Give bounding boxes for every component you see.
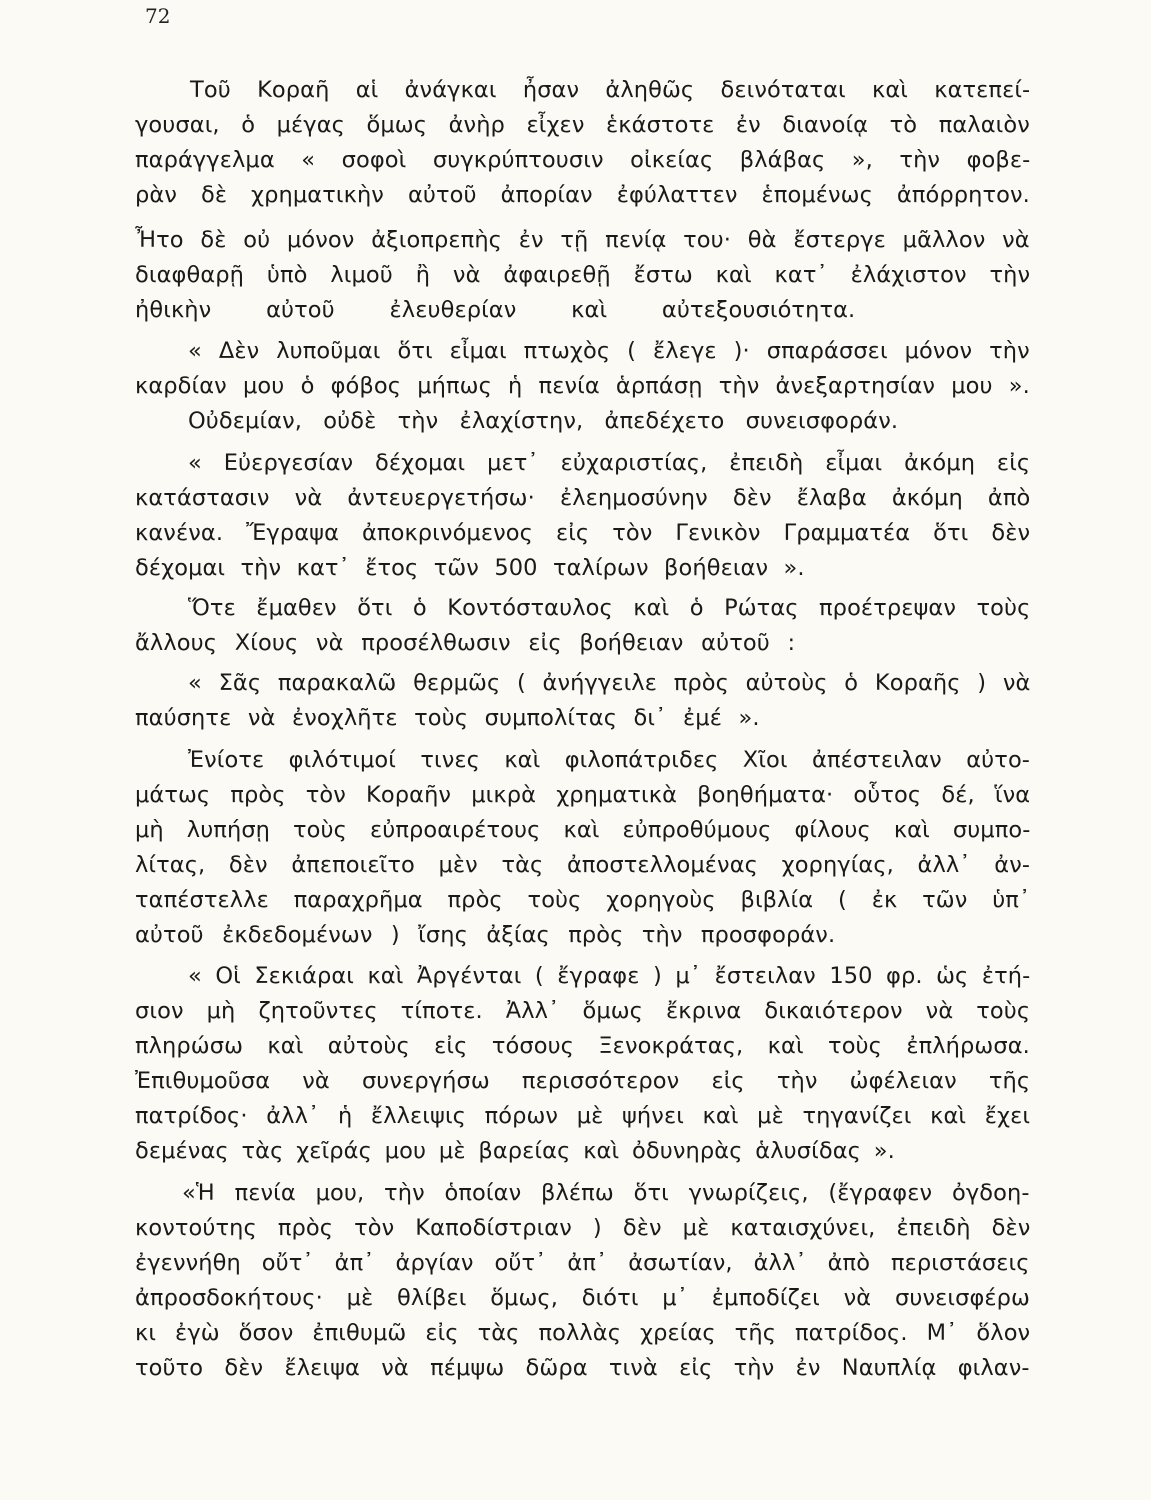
text-line: δέχομαι τὴν κατ᾿ ἔτος τῶν 500 ταλίρων βοήθειαν ». [135, 555, 805, 581]
text-line: παράγγελμα « σοφοὶ συγκρύπτουσιν οἰκείας βλάβας », τὴν φοβε- [135, 147, 1031, 173]
text-line: καρδίαν μου ὁ φόβος μήπως ἡ πενία ἁρπάσῃ τὴν ἀνεξαρτησίαν μου ». [135, 373, 1030, 399]
text-line: Ἐπιθυμοῦσα νὰ συνεργήσω περισσότερον εἰς τὴν ὠφέλειαν τῆς [135, 1068, 1031, 1094]
text-line: « Δὲν λυποῦμαι ὅτι εἶμαι πτωχὸς ( ἔλεγε )· σπαράσσει μόνον τὴν [188, 338, 1030, 364]
text-line: διαφθαρῇ ὑπὸ λιμοῦ ἢ νὰ ἀφαιρεθῇ ἔστω καὶ κατ᾿ ἐλάχιστον τὴν [135, 262, 1031, 288]
text-line: « Οἱ Σεκιάραι καὶ Ἀργένται ( ἔγραφε ) μ᾿ ἔστειλαν 150 φρ. ὡς ἐτή- [188, 963, 1031, 989]
text-line: « Σᾶς παρακαλῶ θερμῶς ( ἀνήγγειλε πρὸς αὐτοὺς ὁ Κοραῆς ) νὰ [188, 670, 1031, 696]
text-line: « Εὐεργεσίαν δέχομαι μετ᾿ εὐχαριστίας, ἐπειδὴ εἶμαι ἀκόμη εἰς [188, 450, 1031, 476]
text-line: ἀπροσδοκήτους· μὲ θλίβει ὅμως, διότι μ᾿ ἐμποδίζει νὰ συνεισφέρω [135, 1285, 1030, 1311]
text-line: ταπέστελλε παραχρῆμα πρὸς τοὺς χορηγοὺς βιβλία ( ἐκ τῶν ὑπ᾿ [135, 887, 1031, 913]
text-line: λίτας, δὲν ἀπεποιεῖτο μὲν τὰς ἀποστελλομένας χορηγίας, ἀλλ᾿ ἀν- [135, 852, 1031, 878]
text-line: παύσητε νὰ ἐνοχλῆτε τοὺς συμπολίτας δι᾿ ἐμέ ». [135, 705, 760, 731]
text-line: κατάστασιν νὰ ἀντευεργετήσω· ἐλεημοσύνην δὲν ἔλαβα ἀκόμη ἀπὸ [135, 485, 1031, 511]
text-line: κανένα. Ἔγραψα ἀποκρινόμενος εἰς τὸν Γενικὸν Γραμματέα ὅτι δὲν [135, 520, 1031, 546]
text-line: Οὐδεμίαν, οὐδὲ τὴν ἐλαχίστην, ἀπεδέχετο συνεισφοράν. [188, 408, 899, 434]
text-line: μὴ λυπήσῃ τοὺς εὐπροαιρέτους καὶ εὐπροθύμους φίλους καὶ συμπο- [135, 817, 1031, 843]
text-line: πληρώσω καὶ αὐτοὺς εἰς τόσους Ξενοκράτας, καὶ τοὺς ἐπλήρωσα. [135, 1033, 1030, 1059]
text-line: Ἦτο δὲ οὐ μόνον ἀξιοπρεπὴς ἐν τῇ πενίᾳ του· θὰ ἔστεργε μᾶλλον νὰ [135, 227, 1030, 253]
text-line: αὐτοῦ ἐκδεδομένων ) ἴσης ἀξίας πρὸς τὴν προσφοράν. [135, 922, 836, 948]
text-line: κι ἐγὼ ὅσον ἐπιθυμῶ εἰς τὰς πολλὰς χρείας τῆς πατρίδος. Μ᾿ ὅλον [135, 1320, 1031, 1346]
text-line: Ὅτε ἔμαθεν ὅτι ὁ Κοντόσταυλος καὶ ὁ Ρώτας προέτρεψαν τοὺς [188, 595, 1031, 621]
text-line: Ἐνίοτε φιλότιμοί τινες καὶ φιλοπάτριδες Χῖοι ἀπέστειλαν αὐτο- [188, 747, 1031, 773]
text-line: γουσαι, ὁ μέγας ὅμως ἀνὴρ εἶχεν ἑκάστοτε ἐν διανοίᾳ τὸ παλαιὸν [135, 112, 1030, 138]
text-line: σιον μὴ ζητοῦντες τίποτε. Ἀλλ᾿ ὅμως ἔκρινα δικαιότερον νὰ τοὺς [135, 998, 1031, 1024]
text-line: ρὰν δὲ χρηματικὴν αὐτοῦ ἀπορίαν ἐφύλαττεν ἑπομένως ἀπόρρητον. [135, 182, 1030, 208]
text-line: «Ἡ πενία μου, τὴν ὁποίαν βλέπω ὅτι γνωρίζεις, (ἔγραφεν ὀγδοη- [182, 1180, 1030, 1206]
text-line: πατρίδος· ἀλλ᾿ ἡ ἔλλειψις πόρων μὲ ψήνει καὶ μὲ τηγανίζει καὶ ἔχει [135, 1103, 1031, 1129]
text-line: ἠθικὴν αὐτοῦ ἐλευθερίαν καὶ αὐτεξουσιότητα. [135, 297, 856, 323]
text-line: τοῦτο δὲν ἔλειψα νὰ πέμψω δῶρα τινὰ εἰς τὴν ἐν Ναυπλίᾳ φιλαν- [135, 1355, 1030, 1381]
text-line: ἐγεννήθη οὔτ᾿ ἀπ᾿ ἀργίαν οὔτ᾿ ἀπ᾿ ἀσωτίαν, ἀλλ᾿ ἀπὸ περιστάσεις [135, 1250, 1030, 1276]
text-line: Τοῦ Κοραῆ αἱ ἀνάγκαι ἦσαν ἀληθῶς δεινόταται καὶ κατεπεί- [190, 77, 1031, 103]
text-line: ἄλλους Χίους νὰ προσέλθωσιν εἰς βοήθειαν αὐτοῦ : [135, 630, 796, 656]
page-number: 72 [145, 4, 171, 28]
text-line: δεμένας τὰς χεῖράς μου μὲ βαρείας καὶ ὀδυνηρὰς ἁλυσίδας ». [135, 1138, 895, 1164]
text-line: μάτως πρὸς τὸν Κοραῆν μικρὰ χρηματικὰ βοηθήματα· οὗτος δέ, ἵνα [135, 782, 1031, 808]
text-line: κοντούτης πρὸς τὸν Καποδίστριαν ) δὲν μὲ καταισχύνει, ἐπειδὴ δὲν [135, 1215, 1031, 1241]
